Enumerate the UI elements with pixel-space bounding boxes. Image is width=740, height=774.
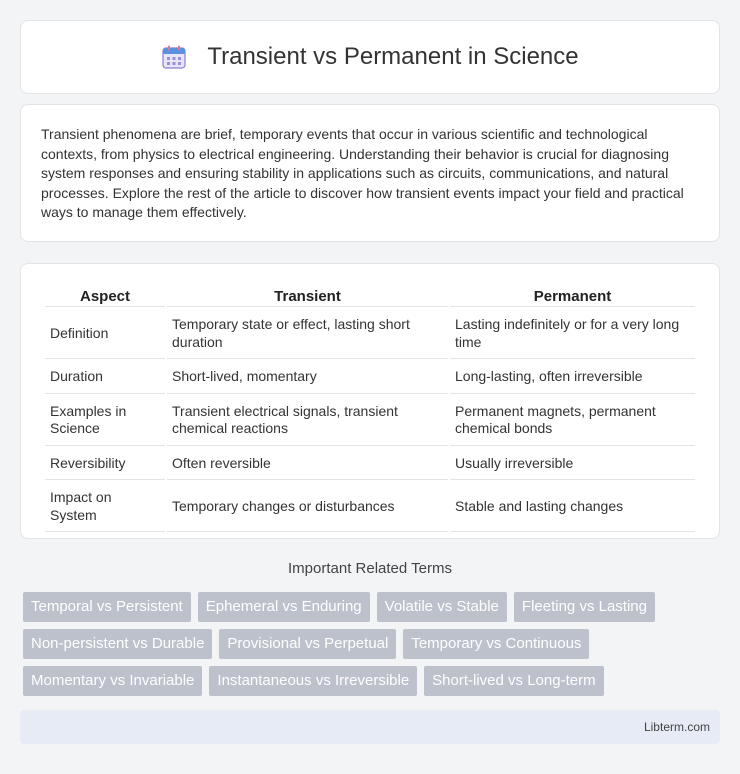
related-term-tag[interactable]: Volatile vs Stable [377,592,507,622]
table-cell: Usually irreversible [450,448,695,481]
table-cell: Temporary state or effect, lasting short duration [167,309,448,359]
table-cell: Lasting indefinitely or for a very long time [450,309,695,359]
related-term-tag[interactable]: Temporal vs Persistent [23,592,191,622]
tag-row [23,666,723,696]
related-terms-title: Important Related Terms [288,560,452,577]
table-cell: Temporary changes or disturbances [167,482,448,532]
intro-paragraph: Transient phenomena are brief, temporary events that occur in various scientific and technological contexts, from physics to electrical engineering. Understanding their behavior is crucial for diagnosing system responses and ensuring stability in applications such as circuits, communications, and natural processes. Explore the rest of the article to discover how transient events impact your field and practical ways to manage them effectively. [41,126,684,220]
intro-card [20,104,720,242]
related-term-tag[interactable]: Instantaneous vs Irreversible [209,666,417,696]
table-cell: Permanent magnets, permanent chemical bonds [450,396,695,446]
related-term-tag[interactable]: Provisional vs Perpetual [219,629,396,659]
related-term-tag[interactable]: Short-lived vs Long-term [424,666,603,696]
table-row [45,448,695,481]
table-cell: Examples in Science [45,396,165,446]
table-header-row [45,286,695,307]
page-title: Transient vs Permanent in Science [207,43,579,70]
table-cell: Duration [45,361,165,394]
table-cell: Definition [45,309,165,359]
header-transient: Transient [167,286,448,307]
table-row [45,309,695,359]
tag-row [23,592,723,622]
table-cell: Reversibility [45,448,165,481]
tag-row [23,629,723,659]
related-term-tag[interactable]: Fleeting vs Lasting [514,592,655,622]
related-terms-list [23,592,723,703]
related-term-tag[interactable]: Non-persistent vs Durable [23,629,212,659]
footer-brand-link[interactable]: Libterm.com [643,720,710,734]
table-row [45,361,695,394]
related-term-tag[interactable]: Ephemeral vs Enduring [198,592,370,622]
table-cell: Stable and lasting changes [450,482,695,532]
table-cell: Short-lived, momentary [167,361,448,394]
table-cell: Transient electrical signals, transient chemical reactions [167,396,448,446]
footer [20,710,720,744]
table-cell: Long-lasting, often irreversible [450,361,695,394]
table-row [45,396,695,446]
table-cell: Often reversible [167,448,448,481]
calendar-icon [161,44,187,70]
header-permanent: Permanent [450,286,695,307]
related-term-tag[interactable]: Temporary vs Continuous [403,629,589,659]
related-term-tag[interactable]: Momentary vs Invariable [23,666,202,696]
comparison-table [43,284,697,534]
title-card [20,20,720,94]
comparison-card [20,263,720,539]
header-aspect: Aspect [45,286,165,307]
table-cell: Impact on System [45,482,165,532]
table-row [45,482,695,532]
